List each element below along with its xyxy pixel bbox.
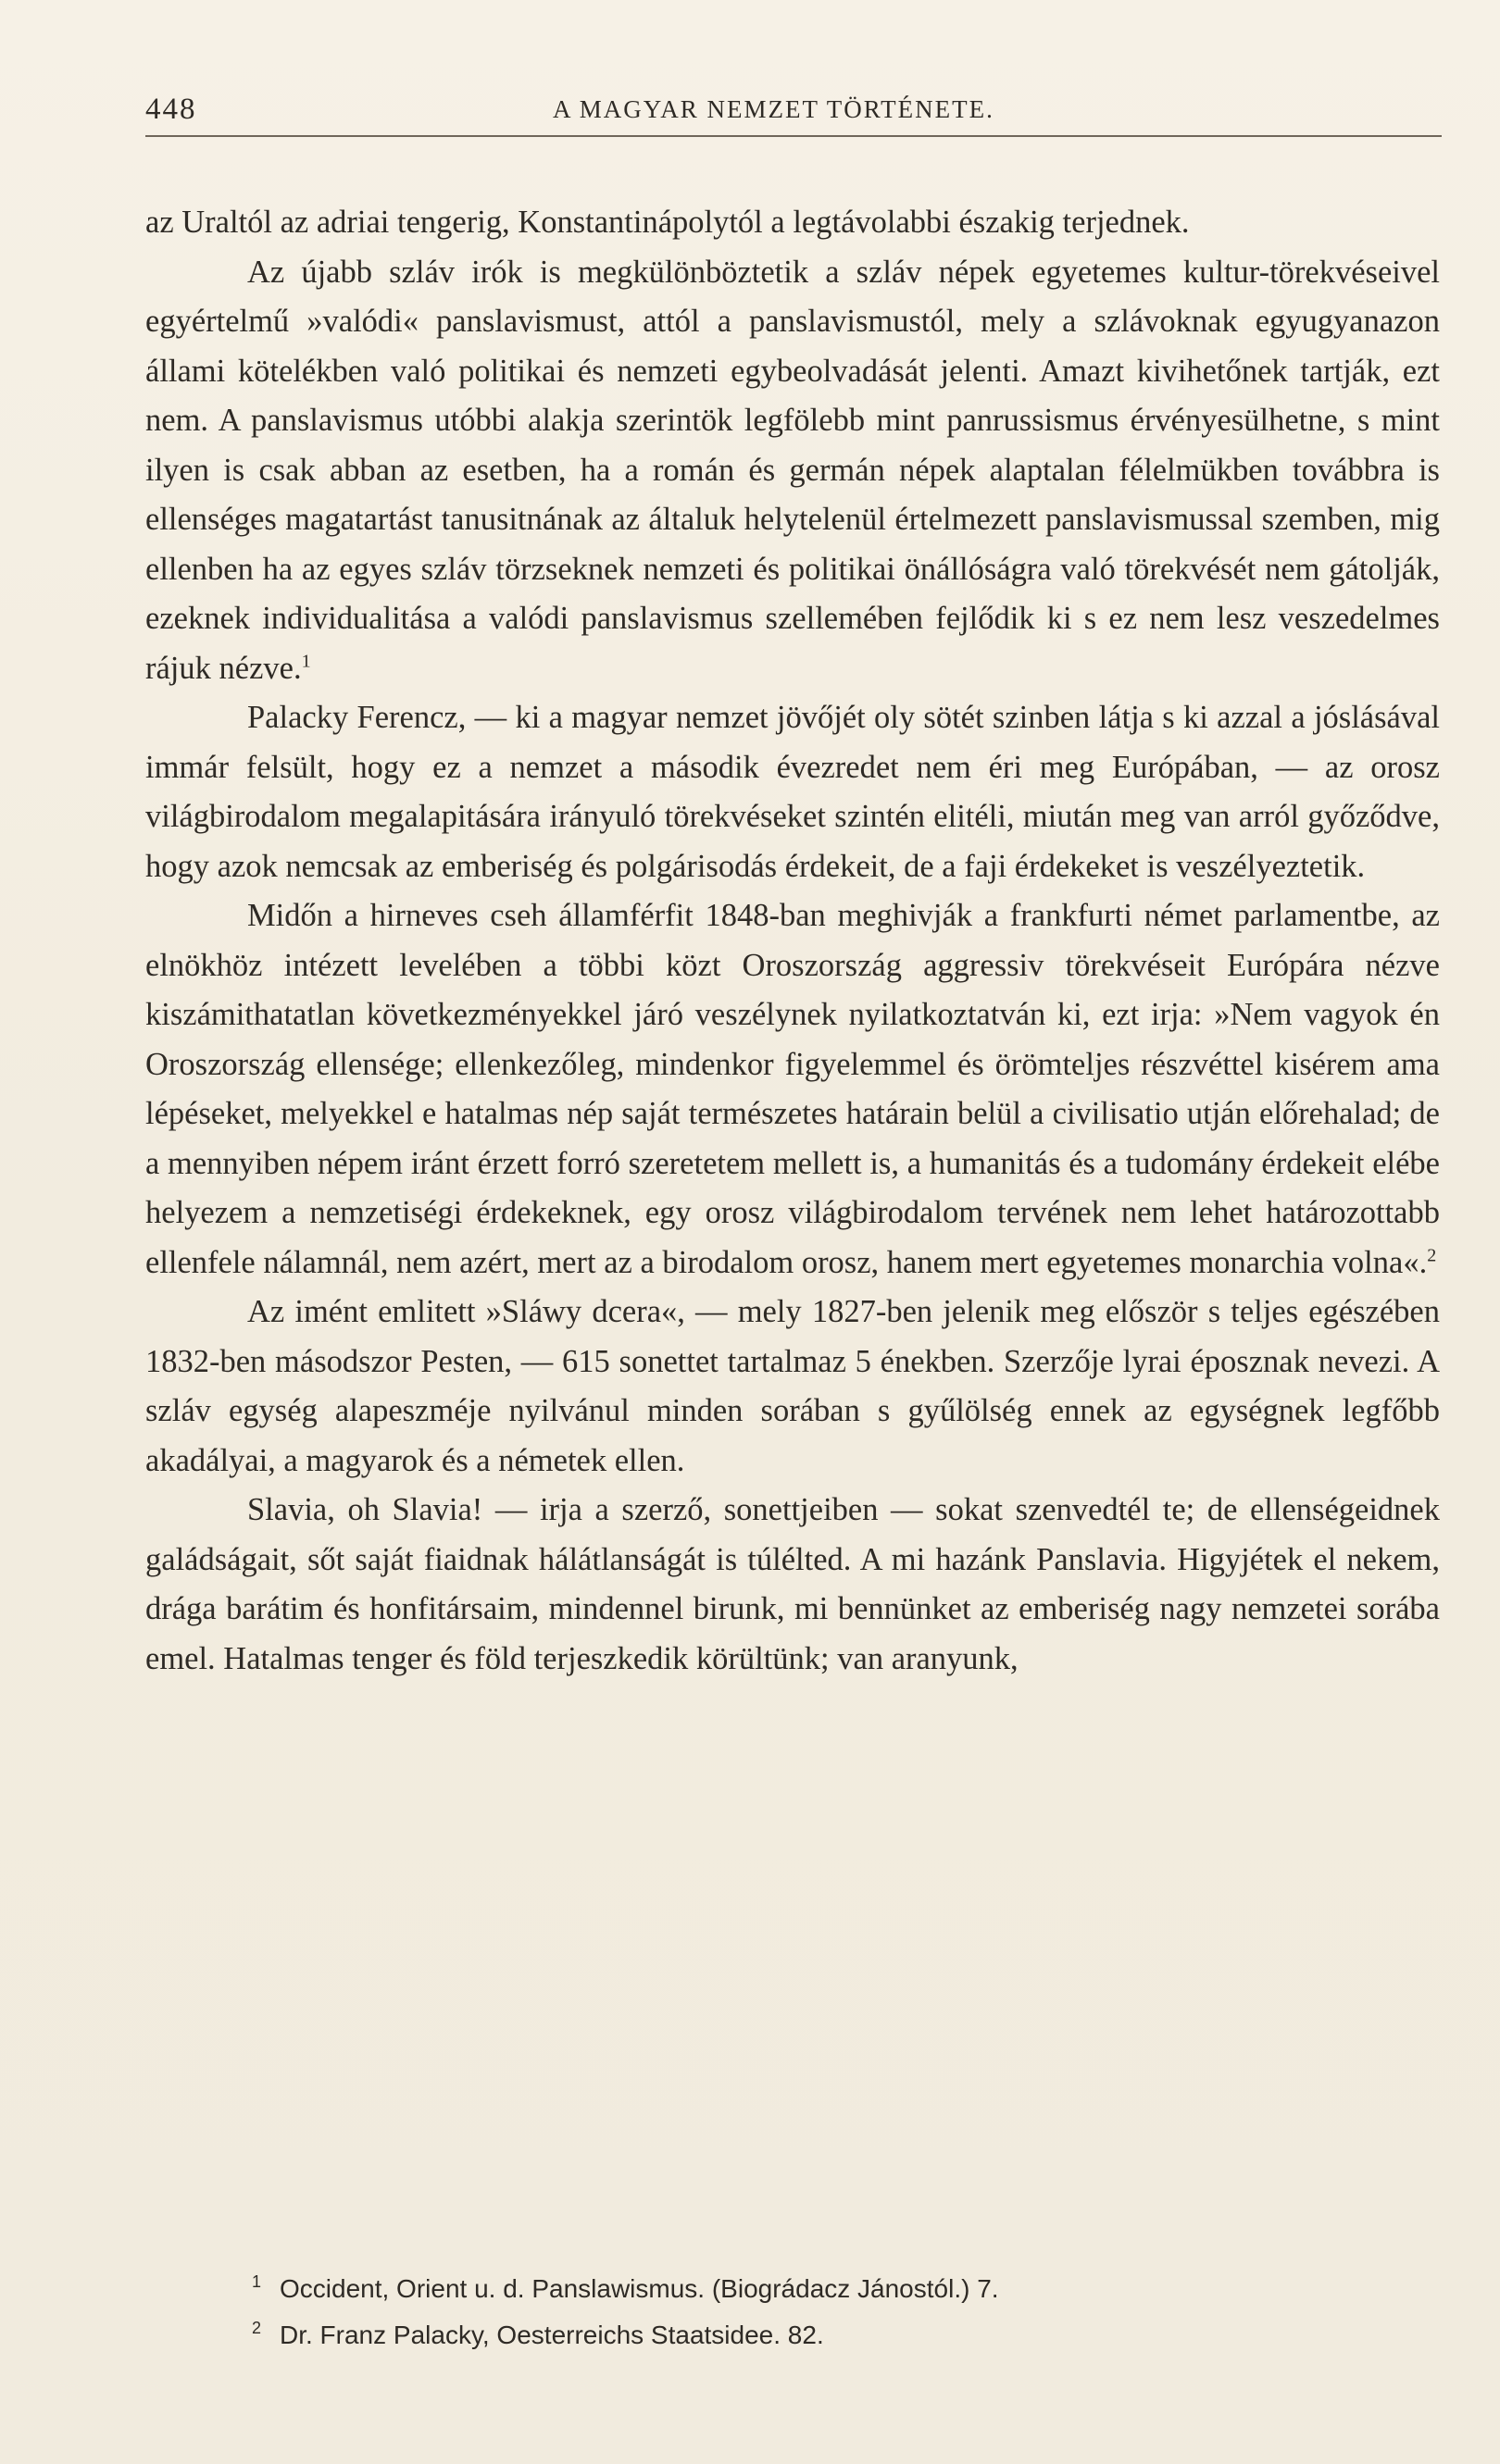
paragraph bbox=[145, 198, 1440, 248]
paragraph bbox=[145, 891, 1440, 1288]
footnote-text: Dr. Franz Palacky, Oesterreichs Staatsidee. 82. bbox=[280, 2321, 824, 2349]
paragraph bbox=[145, 248, 1440, 694]
footnote-ref: 2 bbox=[1427, 1245, 1437, 1265]
paragraph-text: Slavia, oh Slavia! — irja a szerző, sonettjeiben — sokat szenvedtél te; de ellenségeidnek galádságait, sőt saját fiaidnak hálátlanságát is túlélted. A mi hazánk Panslavia. Higyjétek el nekem, drága barátim és honfitársaim, mindennel birunk, mi bennünket az emberiség nagy nemzetei sorába emel. Hatalmas tenger és föld terjeszkedik körültünk; van aranyunk, bbox=[145, 1492, 1440, 1676]
footnote-mark: 1 bbox=[252, 2272, 262, 2291]
header-rule bbox=[145, 135, 1442, 137]
paragraph-text: Midőn a hirneves cseh államférfit 1848-ban meghivják a frankfurti német parlamentbe, az elnökhöz intézett levelében a többi közt Oroszország aggressiv törekvéseit Európára nézve kiszámithatatlan következményekkel járó veszélynek nyilatkoztatván ki, ezt irja: »Nem vagyok én Oroszország ellensége; ellenkezőleg, mindenkor figyelemmel és örömteljes részvéttel kisérem ama lépéseket, melyekkel e hatalmas nép saját természetes határain belül a civilisatio utján előrehalad; de a mennyiben népem iránt érzett forró szeretetem mellett is, a humanitás és a tudomány érdekeit elébe helyezem a nemzetiségi érdekeknek, egy orosz világbirodalom tervének nem lehet határozottabb ellenfele nálamnál, nem azért, mert az a birodalom orosz, hanem mert egyetemes monarchia volna«. bbox=[145, 898, 1440, 1280]
footnote bbox=[145, 2266, 1440, 2312]
paragraph-text: az Uraltól az adriai tengerig, Konstantinápolytól a legtávolabbi északig terjednek. bbox=[145, 205, 1190, 240]
page-number: 448 bbox=[145, 93, 197, 126]
footnotes bbox=[145, 2266, 1440, 2358]
paragraph-text: Az imént emlitett »Sláwy dcera«, — mely 1827-ben jelenik meg először s teljes egészében 1832-ben másodszor Pesten, — 615 sonettet tartalmaz 5 énekben. Szerzője lyrai éposznak nevezi. A szláv egység alapeszméje nyilvánul minden sorában s gyűlölség ennek az egységnek legfőbb akadályai, a magyarok és a németek ellen. bbox=[145, 1294, 1440, 1478]
footnote-text: Occident, Orient u. d. Panslawismus. (Biográdacz Jánostól.) 7. bbox=[280, 2274, 999, 2303]
paragraph bbox=[145, 693, 1440, 891]
running-head bbox=[145, 93, 1442, 130]
footnote-ref: 1 bbox=[301, 651, 311, 671]
paragraph-text: Az újabb szláv irók is megkülönböztetik a szláv népek egyetemes kultur-törekvéseivel egyértelmű »valódi« panslavismust, attól a panslavismustól, mely a szlávoknak egyugyanazon állami kötelékben való politikai és nemzeti egybeolvadását jelenti. Amazt kivihetőnek tartják, ezt nem. A panslavismus utóbbi alakja szerintök legfölebb mint panrussismus érvényesülhetne, s mint ilyen is csak abban az esetben, ha a román és germán népek alaptalan félelmükben továbbra is ellenséges magatartást tanusitnának az általuk helytelenül értelmezett panslavismussal szemben, mig ellenben ha az egyes szláv törzseknek nemzeti és politikai önállóságra való törekvését nem gátolják, ezeknek individualitása a valódi panslavismus szellemében fejlődik ki s ez nem lesz veszedelmes rájuk nézve. bbox=[145, 254, 1440, 686]
paragraph bbox=[145, 1486, 1440, 1684]
body-text bbox=[145, 198, 1440, 1684]
footnote-mark: 2 bbox=[252, 2319, 262, 2337]
footnote bbox=[145, 2312, 1440, 2358]
running-title: A MAGYAR NEMZET TÖRTÉNETE. bbox=[553, 95, 994, 123]
paragraph-text: Palacky Ferencz, — ki a magyar nemzet jövőjét oly sötét szinben látja s ki azzal a jóslásával immár felsült, hogy ez a nemzet a második évezredet nem éri meg Európában, — az orosz világbirodalom megalapitására irányuló törekvéseket szintén elitéli, miután meg van arról győződve, hogy azok nemcsak az emberiség és polgárisodás érdekeit, de a faji érdekeket is veszélyeztetik. bbox=[145, 700, 1440, 884]
paragraph bbox=[145, 1288, 1440, 1486]
